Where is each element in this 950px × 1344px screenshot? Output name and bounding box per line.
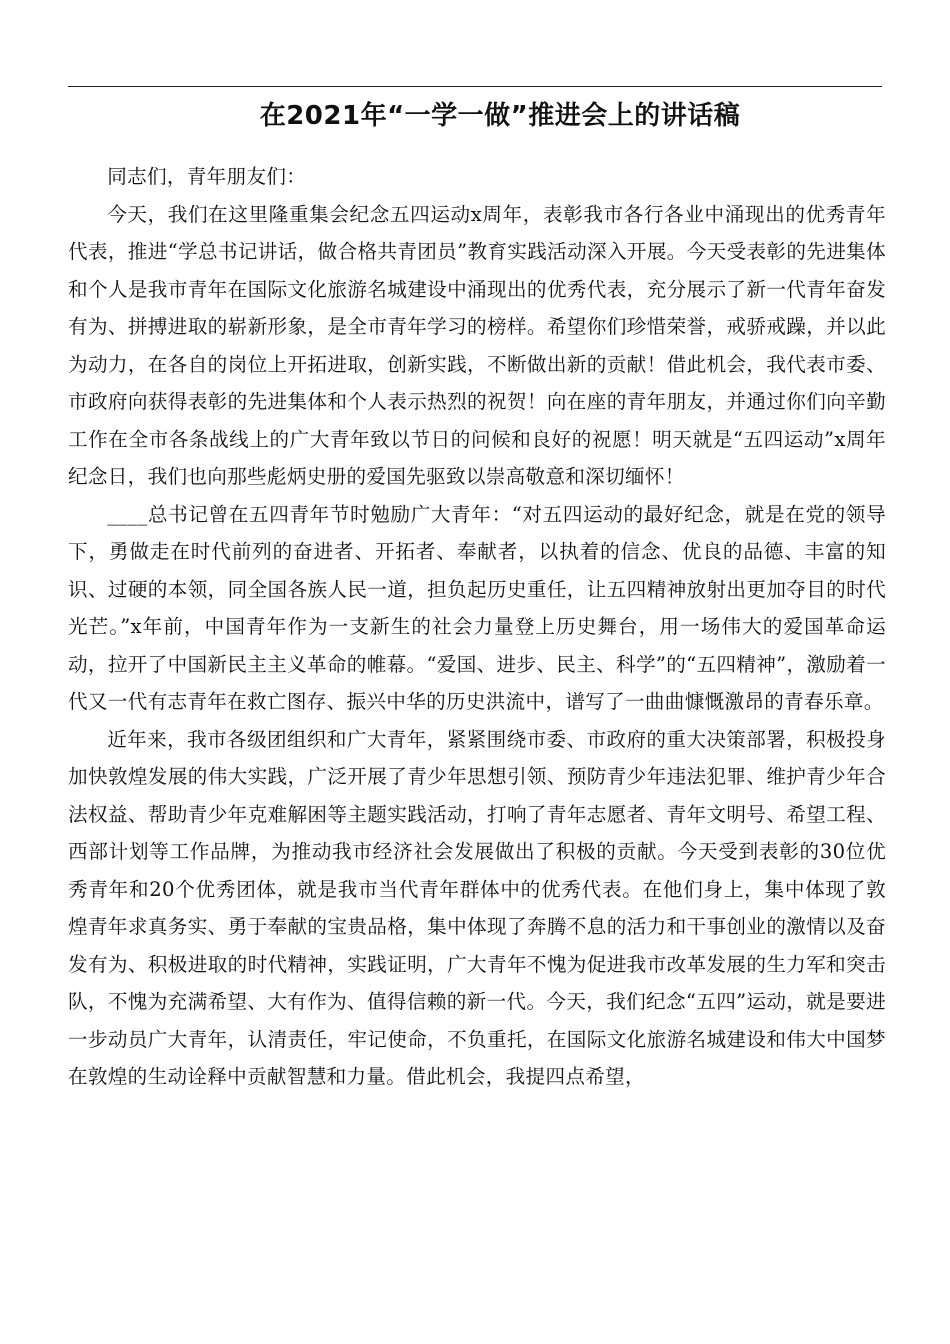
document-body bbox=[68, 158, 886, 1096]
body-paragraph: ____总书记曾在五四青年节时勉励广大青年：“对五四运动的最好纪念，就是在党的领导下，勇做走在时代前列的奋进者、开拓者、奉献者，以执着的信念、优良的品德、丰富的知识、过硬的本领，同全国各族人民一道，担负起历史重任，让五四精神放射出更加夺目的时代光芒。”x年前，中国青年作为一支新生的社会力量登上历史舞台，用一场伟大的爱国革命运动，拉开了中国新民主主义革命的帷幕。“爱国、进步、民主、科学”的“五四精神”，激励着一代又一代有志青年在救亡图存、振兴中华的历史洪流中，谱写了一曲曲慷慨激昂的青春乐章。 bbox=[68, 502, 886, 713]
body-paragraph: 近年来，我市各级团组织和广大青年，紧紧围绕市委、市政府的重大决策部署，积极投身加快敦煌发展的伟大实践，广泛开展了青少年思想引领、预防青少年违法犯罪、维护青少年合法权益、帮助青少年克难解困等主题实践活动，打响了青年志愿者、青年文明号、希望工程、西部计划等工作品牌，为推动我市经济社会发展做出了积极的贡献。今天受到表彰的30位优秀青年和20个优秀团体，就是我市当代青年群体中的优秀代表。在他们身上，集中体现了敦煌青年求真务实、勇于奉献的宝贵品格，集中体现了奔腾不息的活力和干事创业的激情以及奋发有为、积极进取的时代精神，实践证明，广大青年不愧为促进我市改革发展的生力军和突击队，不愧为充满希望、大有作为、值得信赖的新一代。今天，我们纪念“五四”运动，就是要进一步动员广大青年，认清责任，牢记使命，不负重托，在国际文化旅游名城建设和伟大中国梦在敦煌的生动诠释中贡献智慧和力量。借此机会，我提四点希望， bbox=[68, 727, 886, 1088]
salutation-paragraph: 同志们，青年朋友们： bbox=[107, 165, 307, 188]
document-title: 在2021年“一学一做”推进会上的讲话稿 bbox=[259, 101, 741, 131]
header-rule bbox=[68, 86, 882, 87]
body-paragraph: 今天，我们在这里隆重集会纪念五四运动x周年，表彰我市各行各业中涌现出的优秀青年代表，推进“学总书记讲话，做合格共青团员”教育实践活动深入开展。今天受表彰的先进集体和个人是我市青年在国际文化旅游名城建设中涌现出的优秀代表，充分展示了新一代青年奋发有为、拼搏进取的崭新形象，是全市青年学习的榜样。希望你们珍惜荣誉，戒骄戒躁，并以此为动力，在各自的岗位上开拓进取，创新实践，不断做出新的贡献！借此机会，我代表市委、市政府向获得表彰的先进集体和个人表示热烈的祝贺！向在座的青年朋友，并通过你们向辛勤工作在全市各条战线上的广大青年致以节日的问候和良好的祝愿！明天就是“五四运动”x周年纪念日，我们也向那些彪炳史册的爱国先驱致以崇高敬意和深切缅怀！ bbox=[68, 202, 886, 488]
